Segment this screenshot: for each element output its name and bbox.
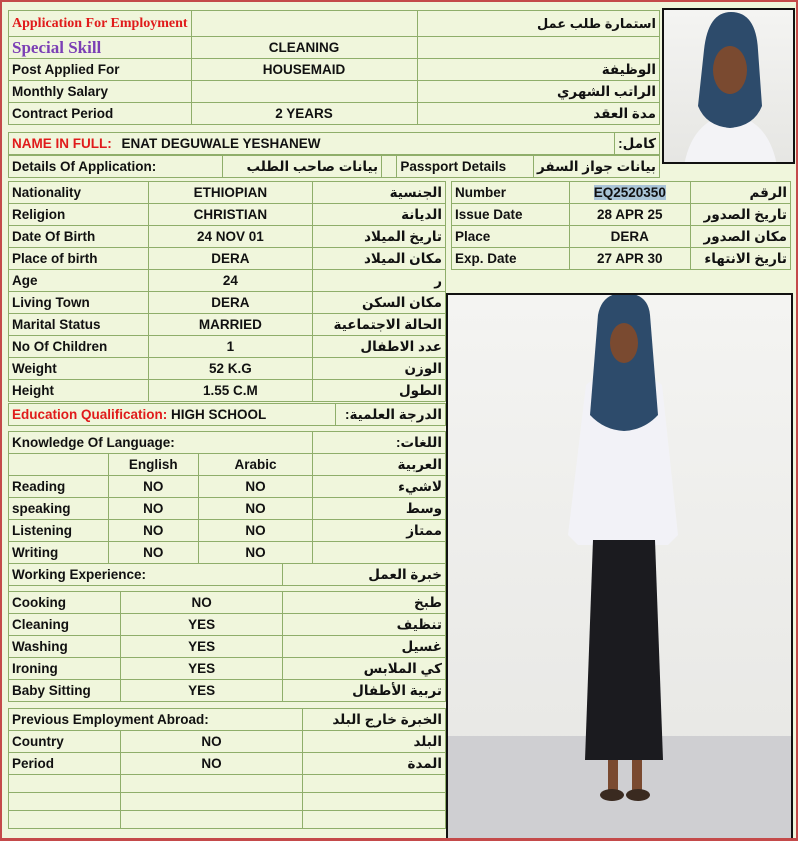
details-row [9, 182, 446, 204]
details-row [9, 336, 446, 358]
passport-label-ar: الرقم [691, 182, 791, 204]
experience-label: Baby Sitting [9, 680, 121, 702]
details-label: Age [9, 270, 149, 292]
language-arabic: NO [198, 476, 313, 498]
previous-row [9, 753, 446, 775]
full-name-ar: كامل: [615, 133, 660, 155]
previous-label: Country [9, 731, 121, 753]
education-table [8, 403, 446, 426]
previous-label: Period [9, 753, 121, 775]
details-label: Marital Status [9, 314, 149, 336]
education: Education Qualification: HIGH SCHOOL [9, 404, 336, 426]
details-value: 24 NOV 01 [148, 226, 312, 248]
language-level-ar: وسط [313, 498, 446, 520]
details-value: ETHIOPIAN [148, 182, 312, 204]
experience-value: NO [120, 592, 282, 614]
language-english: NO [108, 542, 198, 564]
language-level-ar: لاشيء [313, 476, 446, 498]
previous-table [8, 708, 446, 829]
contract-value: 2 YEARS [191, 103, 417, 125]
experience-value: YES [120, 636, 282, 658]
details-row [9, 292, 446, 314]
language-col-ar: العربية [313, 454, 446, 476]
passport-label: Exp. Date [452, 248, 570, 270]
language-skill: Listening [9, 520, 109, 542]
details-value: DERA [148, 292, 312, 314]
details-value: MARRIED [148, 314, 312, 336]
name-table [8, 132, 660, 155]
language-heading: Knowledge Of Language: [9, 432, 313, 454]
details-label-ar: الطول [313, 380, 446, 402]
details-label-ar: عدد الاطفال [313, 336, 446, 358]
previous-heading-ar: الخبرة خارج البلد [303, 709, 446, 731]
special-skill-value: CLEANING [191, 37, 417, 59]
details-label: Date Of Birth [9, 226, 149, 248]
post-label: Post Applied For [9, 59, 192, 81]
language-english: NO [108, 498, 198, 520]
experience-row [9, 658, 446, 680]
passport-label-ar: مكان الصدور [691, 226, 791, 248]
passport-label: Number [452, 182, 570, 204]
details-heading: Details Of Application: [9, 156, 223, 178]
experience-label-ar: تنظيف [283, 614, 446, 636]
details-label: Nationality [9, 182, 149, 204]
contract-label-ar: مدة العقد [417, 103, 659, 125]
previous-label-ar: المدة [303, 753, 446, 775]
language-heading-ar: اللغات: [313, 432, 446, 454]
language-arabic: NO [198, 498, 313, 520]
passport-row [452, 226, 791, 248]
language-row [9, 498, 446, 520]
experience-label-ar: غسيل [283, 636, 446, 658]
experience-row [9, 636, 446, 658]
experience-label: Cooking [9, 592, 121, 614]
passport-label-ar: تاريخ الانتهاء [691, 248, 791, 270]
details-row [9, 358, 446, 380]
details-row [9, 226, 446, 248]
details-table [8, 181, 446, 402]
previous-row [9, 731, 446, 753]
previous-value: NO [120, 753, 302, 775]
language-level-ar [313, 542, 446, 564]
language-english: NO [108, 476, 198, 498]
passport-heading-ar: بيانات جواز السفر [533, 156, 659, 178]
experience-row [9, 614, 446, 636]
details-row [9, 314, 446, 336]
details-row [9, 380, 446, 402]
details-heading-ar: بيانات صاحب الطلب [223, 156, 382, 178]
passport-row [452, 248, 791, 270]
passport-value [569, 248, 691, 270]
details-label-ar: الديانة [313, 204, 446, 226]
language-row [9, 520, 446, 542]
experience-value: YES [120, 658, 282, 680]
experience-table [8, 563, 446, 702]
details-row [9, 248, 446, 270]
form-title-ar: استمارة طلب عمل [417, 11, 659, 37]
details-label-ar: تاريخ الميلاد [313, 226, 446, 248]
details-value: 1.55 C.M [148, 380, 312, 402]
details-label: Living Town [9, 292, 149, 314]
details-value: DERA [148, 248, 312, 270]
post-label-ar: الوظيفة [417, 59, 659, 81]
language-table [8, 431, 446, 564]
details-label: Height [9, 380, 149, 402]
passport-value-text: DERA [610, 229, 649, 244]
experience-row [9, 592, 446, 614]
language-col-arabic: Arabic [198, 454, 313, 476]
experience-label: Washing [9, 636, 121, 658]
full-name: NAME IN FULL: ENAT DEGUWALE YESHANEW [9, 133, 615, 155]
language-english: NO [108, 520, 198, 542]
portrait-figure [664, 10, 795, 164]
experience-label-ar: تربية الأطفال [283, 680, 446, 702]
details-label-ar: الجنسية [313, 182, 446, 204]
language-skill: Reading [9, 476, 109, 498]
passport-row [452, 182, 791, 204]
experience-label: Cleaning [9, 614, 121, 636]
language-skill: Writing [9, 542, 109, 564]
experience-value: YES [120, 680, 282, 702]
full-body-photo [446, 293, 793, 843]
passport-value [569, 204, 691, 226]
details-label: Weight [9, 358, 149, 380]
language-col-english: English [108, 454, 198, 476]
salary-value [191, 81, 417, 103]
details-value: 52 K.G [148, 358, 312, 380]
header-table [8, 10, 660, 125]
details-label-ar: ر [313, 270, 446, 292]
experience-label-ar: كي الملابس [283, 658, 446, 680]
experience-label: Ironing [9, 658, 121, 680]
details-label: Religion [9, 204, 149, 226]
passport-label: Place [452, 226, 570, 248]
details-value: 24 [148, 270, 312, 292]
details-label-ar: الوزن [313, 358, 446, 380]
passport-value-text: 27 APR 30 [597, 251, 663, 266]
details-label-ar: مكان الميلاد [313, 248, 446, 270]
details-label: Place of birth [9, 248, 149, 270]
passport-row [452, 204, 791, 226]
details-label-ar: مكان السكن [313, 292, 446, 314]
section-heading-table [8, 155, 660, 178]
details-row [9, 204, 446, 226]
education-ar: الدرجة العلمية: [336, 404, 446, 426]
bottom-border [0, 838, 798, 847]
contract-label: Contract Period [9, 103, 192, 125]
full-body-figure [448, 295, 793, 843]
post-value: HOUSEMAID [191, 59, 417, 81]
language-row [9, 476, 446, 498]
experience-row [9, 680, 446, 702]
form-title-en: Application For Employment [9, 11, 192, 37]
portrait-photo [662, 8, 795, 164]
details-row [9, 270, 446, 292]
language-level-ar: ممتاز [313, 520, 446, 542]
passport-value-text: EQ2520350 [593, 185, 666, 200]
details-label-ar: الحالة الاجتماعية [313, 314, 446, 336]
experience-label-ar: طبخ [283, 592, 446, 614]
salary-label-ar: الراتب الشهري [417, 81, 659, 103]
salary-label: Monthly Salary [9, 81, 192, 103]
passport-label-ar: تاريخ الصدور [691, 204, 791, 226]
details-label: No Of Children [9, 336, 149, 358]
experience-heading-ar: خبرة العمل [283, 564, 446, 586]
language-arabic: NO [198, 542, 313, 564]
details-value: 1 [148, 336, 312, 358]
passport-table [451, 181, 791, 270]
previous-label-ar: البلد [303, 731, 446, 753]
passport-label: Issue Date [452, 204, 570, 226]
language-arabic: NO [198, 520, 313, 542]
special-skill-label: Special Skill [9, 37, 192, 59]
passport-value-text: 28 APR 25 [597, 207, 663, 222]
passport-value [569, 226, 691, 248]
details-value: CHRISTIAN [148, 204, 312, 226]
experience-heading: Working Experience: [9, 564, 283, 586]
language-row [9, 542, 446, 564]
language-skill: speaking [9, 498, 109, 520]
passport-value [569, 182, 691, 204]
passport-heading: Passport Details [397, 156, 534, 178]
previous-value: NO [120, 731, 302, 753]
previous-heading: Previous Employment Abroad: [9, 709, 303, 731]
experience-value: YES [120, 614, 282, 636]
